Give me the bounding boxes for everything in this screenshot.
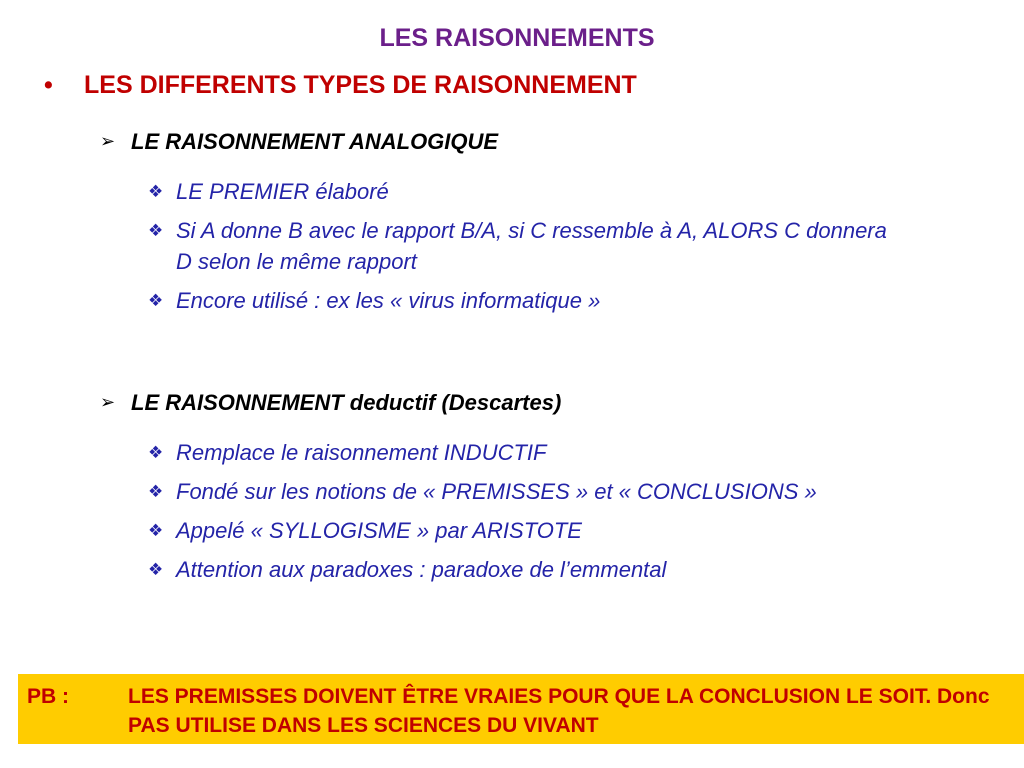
main-bullet-text: LES DIFFERENTS TYPES DE RAISONNEMENT <box>84 71 637 99</box>
main-bullet <box>44 71 637 100</box>
diamond-bullet-icon: ❖ <box>148 182 164 201</box>
diamond-bullet-icon: ❖ <box>148 482 164 501</box>
section-heading-analogique <box>100 129 498 155</box>
arrow-bullet-icon: ➢ <box>100 131 116 151</box>
list-item <box>148 285 908 316</box>
section-heading-text: LE RAISONNEMENT ANALOGIQUE <box>131 129 499 154</box>
diamond-bullet-icon: ❖ <box>148 443 164 462</box>
list-item-text: Si A donne B avec le rapport B/A, si C ressemble à A, ALORS C donnera D selon le même rapport <box>176 218 887 274</box>
list-item-text: Appelé « SYLLOGISME » par ARISTOTE <box>176 518 582 543</box>
list-item-text: Attention aux paradoxes : paradoxe de l’emmental <box>176 557 667 582</box>
diamond-bullet-icon: ❖ <box>148 521 164 540</box>
slide-title: LES RAISONNEMENTS <box>379 24 655 52</box>
list-item <box>148 515 908 546</box>
list-item-text: LE PREMIER élaboré <box>176 179 389 204</box>
arrow-bullet-icon: ➢ <box>100 392 116 412</box>
list-item <box>148 476 908 507</box>
diamond-bullet-icon: ❖ <box>148 221 164 240</box>
list-item-text: Encore utilisé : ex les « virus informatique » <box>176 288 601 313</box>
section-heading-deductif <box>100 390 561 416</box>
list-item <box>148 176 908 207</box>
diamond-bullet-icon: ❖ <box>148 560 164 579</box>
list-item-text: Remplace le raisonnement INDUCTIF <box>176 440 547 465</box>
list-item <box>148 554 908 585</box>
pb-label: PB : <box>27 685 69 708</box>
list-item <box>148 437 908 468</box>
pb-callout-box <box>18 674 1024 744</box>
bullet-dot-icon: • <box>44 71 53 99</box>
list-item <box>148 215 888 277</box>
section-heading-text: LE RAISONNEMENT deductif (Descartes) <box>131 390 562 415</box>
diamond-bullet-icon: ❖ <box>148 291 164 310</box>
list-item-text: Fondé sur les notions de « PREMISSES » et « CONCLUSIONS » <box>176 479 817 504</box>
pb-text: LES PREMISSES DOIVENT ÊTRE VRAIES POUR QUE LA CONCLUSION LE SOIT. Donc PAS UTILISE DANS LES SCIENCES DU VIVANT <box>128 685 990 737</box>
